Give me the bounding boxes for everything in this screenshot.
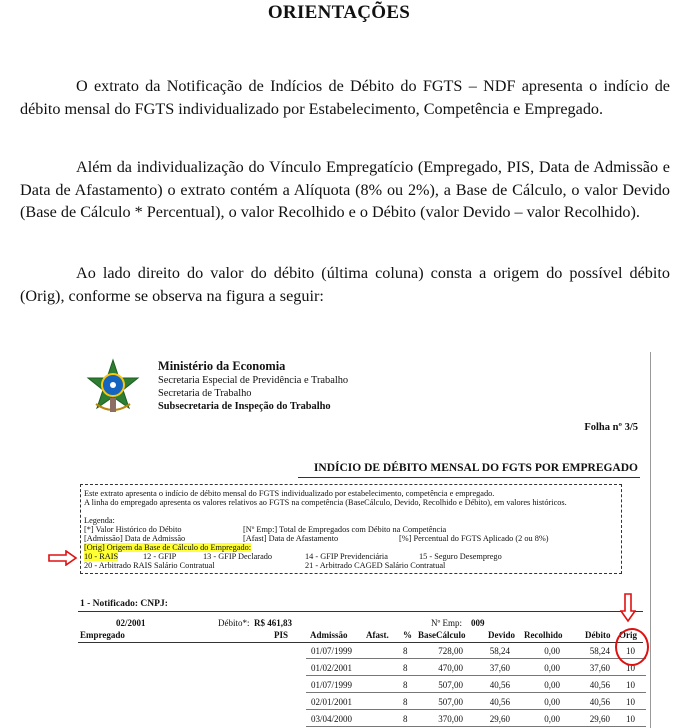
legend-item: [Admissão] Data de Admissão [84,534,186,543]
paragraph-2: Além da individualização do Vínculo Empregatício (Empregado, PIS, Data de Admissão e Data de Afastamento) o extrato contém a Alíquota (8% ou 2%), a Base de Cálculo, o valor Devido (Base de Cálculo * Percentual), o valor Recolhido e o Débito (valor Devido – valor Recolhido). [20,158,670,221]
cell-base: 470,00 [438,663,463,673]
col-devido: Devido [488,630,515,640]
col-debito: Débito [585,630,611,640]
col-admissao: Admissão [310,630,348,640]
legend-item: [*] Valor Histórico do Débito [84,525,182,534]
cell-recolhido: 0,00 [544,714,560,724]
nemp-label: Nº Emp: [431,618,463,628]
cell-debito: 40,56 [589,680,610,690]
paragraph-3: Ao lado direito do valor do débito (última coluna) consta a origem do possível débito (Orig), conforme se observa na figura a seguir: [20,264,670,305]
legend-item: [Nº Emp:] Total de Empregados com Débito na Competência [243,525,447,534]
debito-label: Débito*: [218,618,250,628]
cell-recolhido: 0,00 [544,697,560,707]
section-heading: 1 - Notificado: CNPJ: [80,599,168,609]
col-recolhido: Recolhido [524,630,563,640]
orig-code-highlight: 10 - RAIS [84,552,119,561]
table-row [78,680,648,692]
cell-orig: 10 [626,680,635,690]
cell-devido: 29,60 [489,714,510,724]
cell-debito: 40,56 [589,697,610,707]
cell-base: 507,00 [438,697,463,707]
table-row [78,697,648,709]
cell-pct: 8 [403,714,408,724]
table-row [78,663,648,675]
cell-pct: 8 [403,663,408,673]
orig-code: 13 - GFIP Declarado [203,552,273,561]
col-orig: Orig [619,630,637,640]
intro-line-1: Este extrato apresenta o indício de débito mensal do FGTS individualizado por estabelecimento, competência e empregado. [84,489,495,498]
col-afast: Afast. [366,630,389,640]
table-row [78,714,648,726]
cell-admissao: 02/01/2001 [311,697,353,707]
col-pis: PIS [274,630,289,640]
cell-admissao: 01/02/2001 [311,663,353,673]
cell-debito: 37,60 [589,663,610,673]
cell-pct: 8 [403,697,408,707]
legend-label: Legenda: [84,516,115,525]
cell-recolhido: 0,00 [544,663,560,673]
cell-debito: 29,60 [589,714,610,724]
cell-admissao: 01/07/1999 [311,680,353,690]
debito-total: R$ 461,83 [254,618,292,628]
cell-admissao: 01/07/1999 [311,646,353,656]
summary-row [78,618,648,630]
agency-header [158,359,348,413]
ministry-name: Ministério da Economia [158,359,286,373]
row-divider [306,658,646,659]
page-number: Folha nº 3/5 [584,422,638,433]
orig-legend-highlight: [Orig] Origem da Base de Cálculo do Empregado: [84,543,252,552]
page-title: ORIENTAÇÕES [267,2,411,23]
row-divider [306,726,646,727]
cell-recolhido: 0,00 [544,646,560,656]
cell-base: 370,00 [438,714,463,724]
cell-devido: 40,56 [489,680,510,690]
cell-base: 507,00 [438,680,463,690]
cell-devido: 58,24 [489,646,510,656]
orig-code: 21 - Arbitrado CAGED Salário Contratual [305,561,446,570]
cell-admissao: 03/04/2000 [311,714,353,724]
table-row [78,646,648,658]
orig-code: 14 - GFIP Previdenciária [305,552,388,561]
table-header [78,630,648,642]
cell-orig: 10 [626,714,635,724]
cell-orig: 10 [626,663,635,673]
agency-line-2: Secretaria de Trabalho [158,388,252,399]
legend-item: [Afast] Data de Afastamento [243,534,339,543]
brazil-coat-of-arms-icon [84,358,142,416]
period: 02/2001 [116,618,146,628]
cell-pct: 8 [403,680,408,690]
cell-orig: 10 [626,646,635,656]
report-title: INDÍCIO DE DÉBITO MENSAL DO FGTS POR EMPREGADO [313,462,638,474]
legend-item: [%] Percentual do FGTS Aplicado (2 ou 8%) [399,534,549,543]
divider [78,642,643,643]
ndf-extract-figure [78,352,651,728]
col-base: BaseCálculo [418,630,466,640]
agency-line-1: Secretaria Especial de Previdência e Trabalho [158,375,349,386]
divider [298,477,640,478]
orig-code: 12 - GFIP [143,552,177,561]
cell-devido: 37,60 [489,663,510,673]
legend-box [80,484,622,574]
red-arrow-right-icon [48,550,78,566]
cell-debito: 58,24 [589,646,610,656]
cell-pct: 8 [403,646,408,656]
row-divider [306,675,646,676]
cell-orig: 10 [626,697,635,707]
paragraph-1: O extrato da Notificação de Indícios de Débito do FGTS – NDF apresenta o indício de débito mensal do FGTS individualizado por Estabelecimento, Competência e Empregado. [20,77,670,118]
row-divider [306,709,646,710]
divider [78,611,643,612]
cell-recolhido: 0,00 [544,680,560,690]
row-divider [306,692,646,693]
col-pct: % [403,630,412,640]
orig-highlight-circle [615,628,649,666]
col-empregado: Empregado [80,630,125,640]
cell-devido: 40,56 [489,697,510,707]
orig-code: 20 - Arbitrado RAIS Salário Contratual [84,561,215,570]
orig-code: 15 - Seguro Desemprego [419,552,502,561]
nemp-value: 009 [471,618,485,628]
cell-base: 728,00 [438,646,463,656]
intro-line-2: A linha do empregado apresenta os valores relativos ao FGTS na competência (BaseCálculo, Devido, Recolhido e Débito), em valores históricos. [84,498,567,507]
agency-line-3: Subsecretaria de Inspeção do Trabalho [158,401,331,412]
